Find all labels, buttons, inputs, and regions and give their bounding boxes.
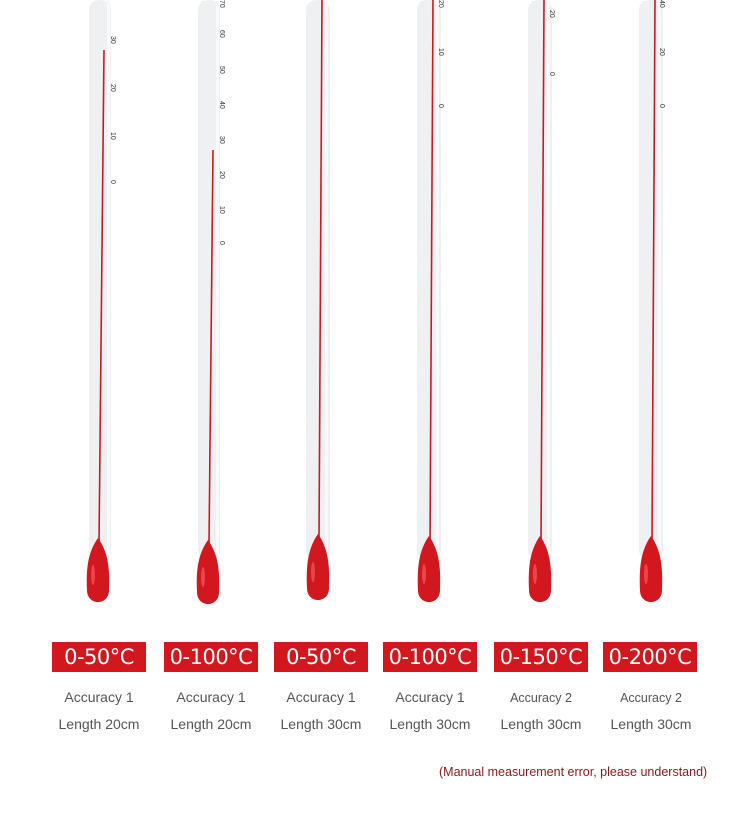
tick-label: 40 bbox=[218, 101, 225, 109]
tick-label: 10 bbox=[109, 132, 116, 140]
thermometer-1-drawing bbox=[44, 0, 154, 640]
tick-label: 50 bbox=[218, 66, 225, 74]
tick-label: 0 bbox=[548, 72, 555, 76]
accuracy-label: Accuracy 2 bbox=[510, 691, 572, 705]
length-label: Length 30cm bbox=[280, 716, 362, 732]
tick-label: 20 bbox=[437, 0, 444, 8]
tick-label: 30 bbox=[109, 36, 116, 44]
range-badge: 0-50°C bbox=[274, 642, 368, 672]
thermometer-3 bbox=[266, 0, 376, 830]
thermometer-5 bbox=[486, 0, 596, 830]
range-badge: 0-150°C bbox=[494, 642, 588, 672]
tick-label: 0 bbox=[658, 104, 665, 108]
range-badge: 0-50°C bbox=[52, 642, 146, 672]
accuracy-label: Accuracy 1 bbox=[286, 689, 356, 705]
range-badge: 0-100°C bbox=[164, 642, 258, 672]
thermometer-6-drawing bbox=[596, 0, 706, 640]
tick-label: 0 bbox=[109, 180, 116, 184]
range-badge: 0-200°C bbox=[603, 642, 697, 672]
thermometer-6 bbox=[596, 0, 706, 830]
thermometer-4-drawing bbox=[375, 0, 485, 640]
length-label: Length 30cm bbox=[610, 716, 692, 732]
tick-label: 20 bbox=[658, 48, 665, 56]
thermometer-2-drawing bbox=[156, 0, 266, 640]
tick-label: 60 bbox=[218, 30, 225, 38]
thermometer-4 bbox=[375, 0, 485, 830]
accuracy-label: Accuracy 2 bbox=[620, 691, 682, 705]
length-label: Length 20cm bbox=[58, 716, 140, 732]
tick-label: 20 bbox=[548, 10, 555, 18]
tick-label: 30 bbox=[218, 136, 225, 144]
tick-label: 10 bbox=[437, 48, 444, 56]
tick-label: 0 bbox=[437, 104, 444, 108]
length-label: Length 30cm bbox=[389, 716, 471, 732]
thermometer-1 bbox=[44, 0, 154, 830]
thermometer-5-drawing bbox=[486, 0, 596, 640]
tick-label: 70 bbox=[218, 0, 225, 8]
tick-label: 20 bbox=[218, 171, 225, 179]
measurement-note: (Manual measurement error, please understand) bbox=[439, 765, 708, 779]
thermometer-2 bbox=[156, 0, 266, 830]
range-badge: 0-100°C bbox=[383, 642, 477, 672]
length-label: Length 30cm bbox=[500, 716, 582, 732]
tick-label: 0 bbox=[218, 241, 225, 245]
tick-label: 40 bbox=[658, 0, 665, 8]
accuracy-label: Accuracy 1 bbox=[64, 689, 134, 705]
thermometer-3-drawing bbox=[266, 0, 376, 640]
accuracy-label: Accuracy 1 bbox=[395, 689, 465, 705]
length-label: Length 20cm bbox=[170, 716, 252, 732]
tick-label: 20 bbox=[109, 84, 116, 92]
accuracy-label: Accuracy 1 bbox=[176, 689, 246, 705]
tick-label: 10 bbox=[218, 206, 225, 214]
